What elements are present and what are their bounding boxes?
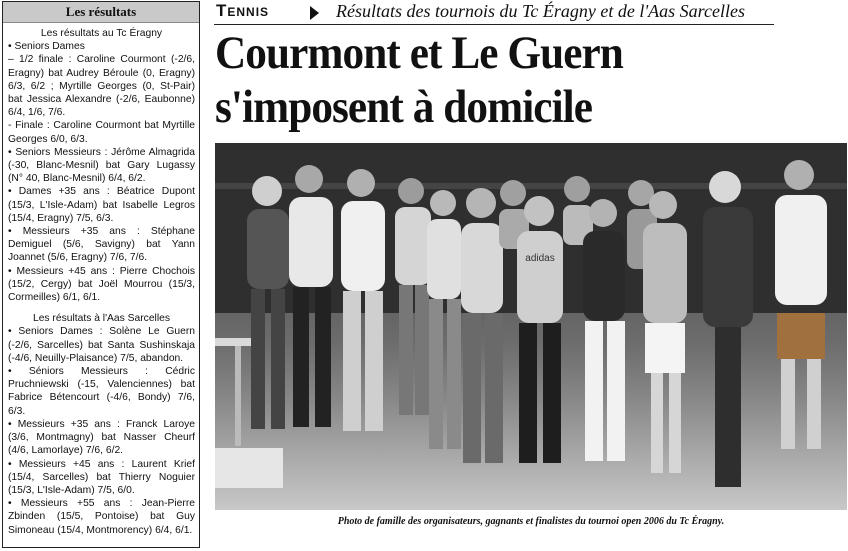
article-headline <box>215 26 795 134</box>
result-entry: • Dames +35 ans : Béatrice Dupont (15/3, L'Isle-Adam) bat Isabelle Legros (15/4, Eragny) 7/5, 6/3. <box>8 186 195 224</box>
headline-line: Courmont et Le Guern <box>215 27 623 79</box>
article-subtitle: Résultats des tournois du Tc Éragny et de l'Aas Sarcelles <box>336 1 745 21</box>
photo-caption: Photo de famille des organisateurs, gagnants et finalistes du tournoi open 2006 du Tc Éragny. <box>337 516 725 527</box>
result-entry: – 1/2 finale : Caroline Courmont (-2/6, Eragny) bat Audrey Béroule (0, Eragny) 6/3, 6/2 ; Myrtille Georges (0, St-Pair) bat Jessica Alexandre (-2/6, Eaubonne) 6/4, 1/6, 7/6. <box>8 54 195 119</box>
person <box>395 178 431 415</box>
result-entry: • Messieurs +45 ans : Laurent Krief (15/4, Sarcelles) bat Thierry Noguier (15/3, L'Isle-Adam) 7/5, 6/0. <box>8 458 195 496</box>
section-title-eragny: Les résultats au Tc Éragny <box>40 28 163 39</box>
result-entry: • Messieurs +35 ans : Stéphane Demiguel (5/6, Savigny) bat Yann Joannet (5/6, Eragny) 7/6, 7/6. <box>8 226 195 264</box>
results-sidebar <box>2 1 200 548</box>
group-photo <box>215 143 847 510</box>
result-entry: - Finale : Caroline Courmont bat Myrtille Georges 6/0, 6/3. <box>8 120 195 145</box>
triangle-right-icon <box>310 6 319 20</box>
result-entry: • Seniors Dames <box>8 41 85 53</box>
headline-line: s'imposent à domicile <box>215 81 593 133</box>
result-entry: • Messieurs +45 ans : Pierre Chochois (15/2, Cergy) bat Joël Mourrou (15/3, Cormeilles) 6/1, 6/1. <box>8 265 195 304</box>
rubric-label: Tennis <box>216 1 270 20</box>
section-title-sarcelles: Les résultats à l'Aas Sarcelles <box>32 313 171 325</box>
sidebar-body <box>3 23 199 537</box>
sidebar-header: Les résultats <box>3 2 199 23</box>
result-entry: • Messieurs +35 ans : Franck Laroye (3/6, Montmagny) bat Nasser Cheurf (4/6, Lamorlaye) 7/6, 6/2. <box>8 418 195 457</box>
result-entry: • Seniors Dames : Solène Le Guern (-2/6, Sarcelles) bat Santa Sushinskaja (-4/6, Neuilly-Plaisance) 7/5, abandon. <box>8 326 195 364</box>
result-entry: • Seniors Messieurs : Jérôme Almagrida (-30, Blanc-Mesnil) bat Gary Lugassy (N° 40, Blanc-Mesnil) 6/4, 6/2. <box>8 146 195 185</box>
result-entry: • Séniors Messieurs : Cédric Pruchniewski (-15, Valenciennes) bat Fabrice Bétencourt (-4/6, Bondy) 7/6, 6/3. <box>8 366 195 417</box>
shirt-logo: adidas <box>525 253 555 264</box>
rubric-bar <box>214 0 774 25</box>
group-photo-illustration <box>215 143 847 510</box>
result-entry: • Messieurs +55 ans : Jean-Pierre Zbinden (15/5, Pontoise) bat Guy Simoneau (15/4, Montmorency) 6/4, 6/1. <box>8 498 195 536</box>
